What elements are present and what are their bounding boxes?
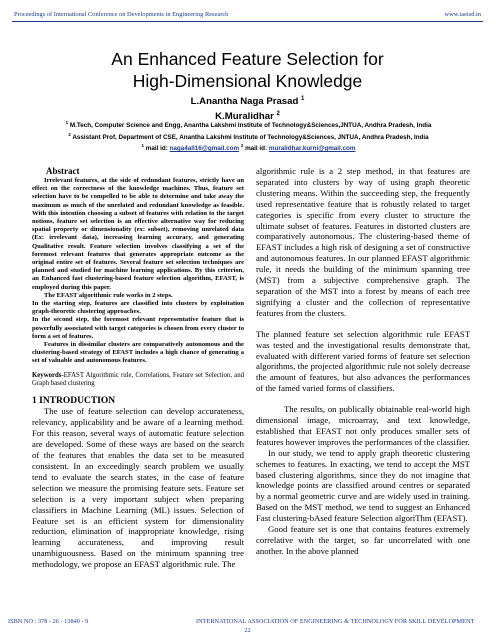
body-paragraph: The results, on publically obtainable real-world high dimensional image, microarray, and text knowledge, established that EFAST not only produces smaller sets of features however improves the performances of the classifier. [256, 404, 470, 447]
body-paragraph: algorithmic rule is a 2 step method, in that features are separated into clusters by way of using graph theoretic clustering means. Within the succeeding step, the frequently used representative feature that is robustly related to target categories is specific from every cluster to structure the ultimate subset of features. Features in distorted clusters are comparatively autonomous. The clustering-based theme of EFAST includes a high risk of designing a set of constructive and autonomous features. In our planned EFAST algorithmic rule, it needs the building of the minimum spanning tree (MST) from a subjective comprehensive graph. The separation of the MST into a forest by means of each tree signifying a cluster and the collection of representative features from the clusters. [256, 166, 470, 318]
title-line-1: An Enhanced Feature Selection for [111, 49, 384, 69]
keywords-text: EFAST Algorithmic rule, Correlations, Feature set Selection, and Graph based clustering [32, 371, 244, 388]
introduction-body [32, 406, 244, 570]
abstract-paragraph: In the second step, the foremost relevant representative feature that is powerfully associated with target categories is chosen from every cluster to form a set of features. [32, 316, 244, 340]
affiliation-2: $^2$ Assistant Prof, Department of CSE, Anantha Lakshmi Institute of Technology&Sciences, JNTUA, Andhra Pradesh, India [68, 131, 429, 141]
keywords [32, 372, 244, 389]
paper-title [0, 48, 495, 92]
email-line: $^1$ mail id: naga4all16@gmail.com $^2$ mail id: muralidhar.kurni@gmail.com [141, 143, 356, 153]
keywords-label: Keywords- [32, 371, 64, 379]
affiliations [6, 119, 491, 154]
title-line-2: High-Dimensional Knowledge [132, 71, 363, 91]
footer-association: INTERNATIONAL ASSOCIATION OF ENGINEERING & TECHNOLOGY FOR SKILL DEVELOPMENT [196, 618, 475, 625]
body-paragraph: Good feature set is one that contains features extremely correlative with the target, so far uncorrelated with one another. In the above planned [256, 524, 470, 556]
email-link-2[interactable]: muralidhar.kurni@gmail.com [268, 145, 356, 153]
abstract-body [32, 177, 244, 366]
body-paragraph: In our study, we tend to apply graph theoretic clustering schemes to features. In exacting, we tend to accept the MST based clustering algorithms, since they do not imagine that knowledge points are classified around centres or separated by a normal geometric curve and are widely used in training. Based on the MST method, we tend to suggest an Enhanced Fast clustering-bAsed feature Selection algoriThm (EFAST). [256, 447, 470, 524]
abstract-paragraph: The EFAST algorithmic rule works in 2 steps. [44, 291, 173, 299]
email-link-1[interactable]: naga4all16@gmail.com [169, 145, 240, 153]
affiliation-1: $^1$ M.Tech, Computer Science and Engg, Anantha Lakshmi Institute of Technology&Sciences,JNTUA, Andhra Pradesh, India [65, 120, 432, 130]
running-header-right: www.iaetsd.in [444, 11, 481, 18]
author-2: K.Muralidhar $^2$ [215, 111, 280, 123]
abstract-heading: Abstract [46, 166, 80, 176]
abstract-paragraph: In the starting step, features are classified into clusters by exploitation graph-theoretic clustering approaches. [32, 300, 244, 316]
header-divider [12, 21, 483, 22]
body-paragraph: The use of feature selection can develop accurateness, relevancy, applicability and be aware of a learning method. For this reason, several ways of automatic feature selection are developed. Some of these ways are based on the search of the features that enables the data set to be measured consistent. In an exceedingly search problem we usually tend to evaluate the search states, in the case of feature selection we measure the promising feature sets. Feature set selection is a very important subject when preparing classifiers in Machine Learning (ML) issues. Selection of Feature set is an efficient system for dimensionality reduction, elimination of inappropriate knowledge, rising learning accurateness, and improving result unambiguousness. Based on the minimum spanning tree methodology, we propose an EFAST algorithmic rule. The [32, 406, 244, 570]
running-header-left: Proceedings of International Conference on Developments in Engineering Research [14, 11, 229, 18]
introduction-heading: 1 INTRODUCTION [32, 396, 116, 407]
abstract-paragraph: Features in dissimilar clusters are comparatively autonomous and the clustering-based strategy of EFAST includes a high chance of generating a set of valuable and autonomous features. [32, 341, 244, 365]
author-1: L.Anantha Naga Prasad $^1$ [190, 96, 305, 108]
body-paragraph: The planned feature set selection algorithmic rule EFAST was tested and the investigational results demonstrate that, evaluated with different varied forms of feature set selection algorithms, the projected algorithmic rule not solely decrease the amount of features, but also advances the performances of the famed varied forms of classifiers. [256, 328, 470, 394]
left-column [32, 166, 244, 570]
footer-isbn: ISBN NO : 378 - 26 - 13840 - 9 [8, 618, 89, 625]
abstract-paragraph: Irrelevant features, at the side of redundant features, strictly have an effect on the correctness of the knowledge machines. Thus, feature set selection have to be compelled to be able to determine and take away the maximum as much of the unrelated and redundant knowledge as feasible. With this intention choosing a subset of features with relation to the target notions, feature set selection is an effective alternative way for reducing spatial property or dimensionality (ex: subset), removing unrelated data (Ex: irrelevant data), increasing learning accuracy, and generating Qualitative result. Feature selection involves classifying a set of the foremost relevant features that generates appropriate outcome as the original entire set of features. Several feature set selection techniques are planned and studied for machine learning applications. By this criterion, an Enhanced fast clustering-based feature selection algorithm, EFAST, is employed during this paper. [32, 177, 244, 291]
page-number: 22 [244, 627, 251, 634]
right-column [256, 166, 470, 557]
